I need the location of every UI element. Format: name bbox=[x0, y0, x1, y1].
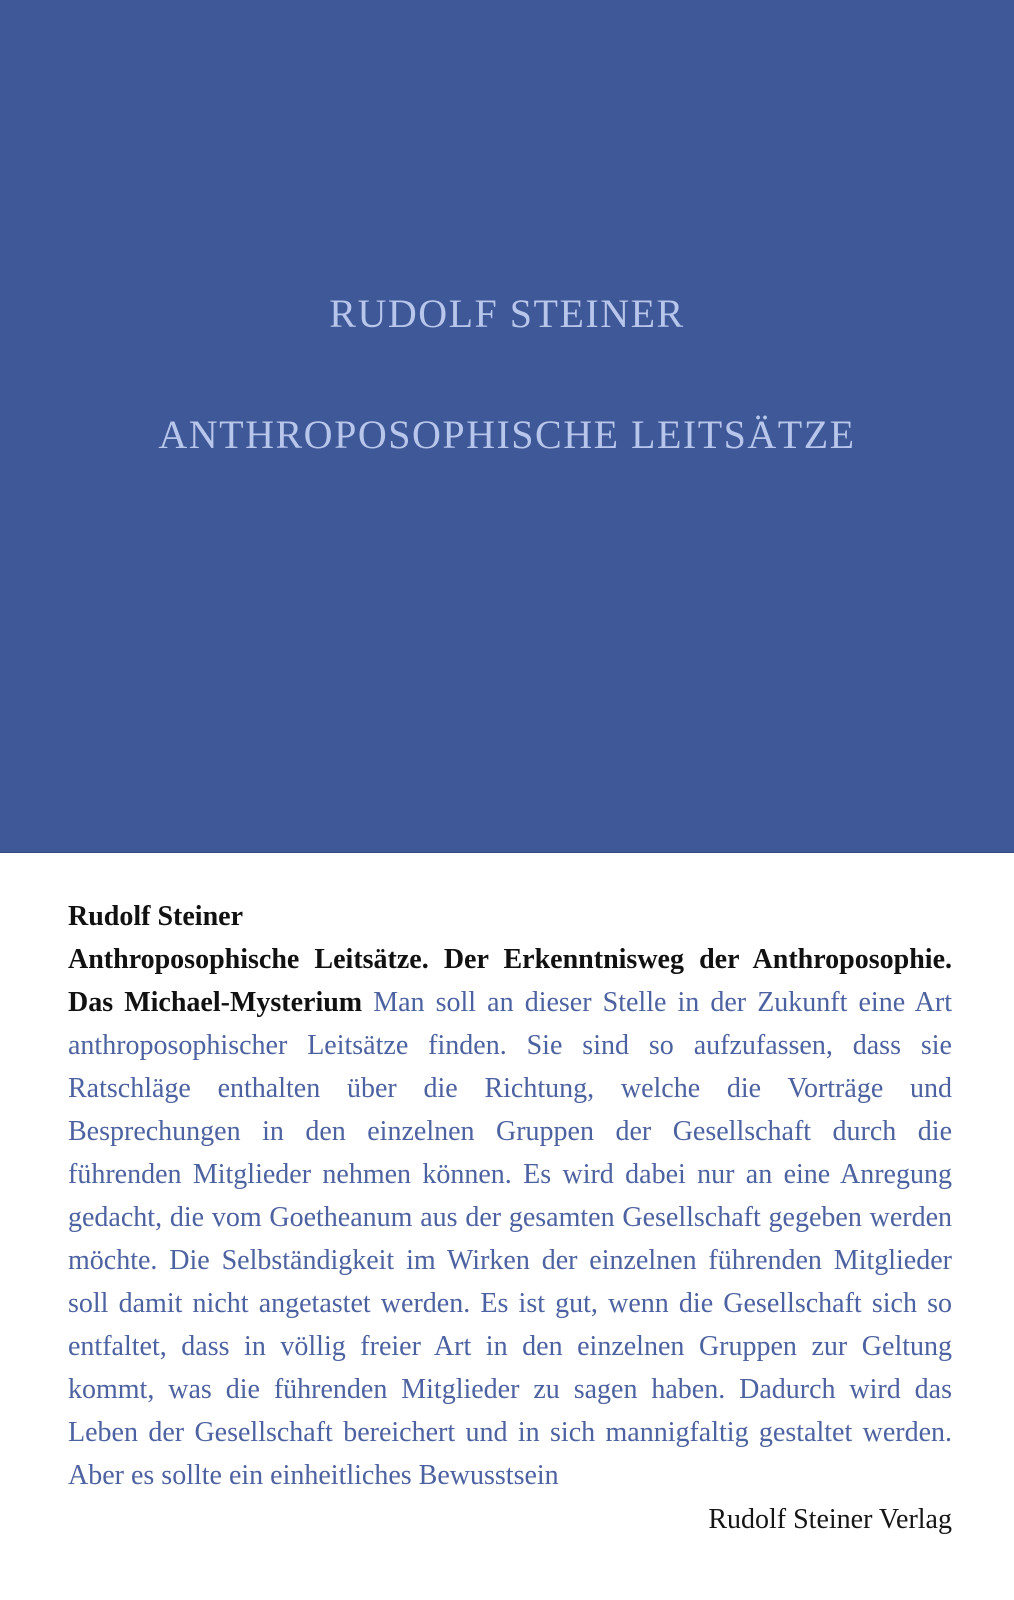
back-text-block bbox=[68, 895, 952, 1497]
book-description: Man soll an dieser Stelle in der Zukunft eine Art anthroposophischer Leitsätze finden. Sie sind so aufzufassen, dass sie Ratschläge enthalten über die Richtung, welche die Vorträge und Besprechungen in den einzelnen Gruppen der Gesellschaft durch die führenden Mitglieder nehmen können. Es wird dabei nur an eine Anregung gedacht, die vom Goetheanum aus der gesamten Gesellschaft gegeben werden möchte. Die Selbständigkeit im Wirken der einzelnen führenden Mitglieder soll damit nicht angetastet werden. Es ist gut, wenn die Gesellschaft sich so entfaltet, dass in völlig freier Art in den einzelnen Gruppen zur Geltung kommt, was die führenden Mitglieder zu sagen haben. Dadurch wird das Leben der Gesellschaft bereichert und in sich mannigfaltig gestaltet werden. Aber es sollte ein einheitliches Bewusstsein bbox=[68, 987, 952, 1491]
book-title: Anthroposophische Leitsätze. Der Erkenntnisweg der Anthroposophie. Das Michael-Mysterium bbox=[68, 944, 952, 1018]
cover-author: RUDOLF STEINER bbox=[329, 291, 685, 336]
author-name: Rudolf Steiner bbox=[68, 901, 243, 932]
cover-title: ANTHROPOSOPHISCHE LEITSÄTZE bbox=[158, 412, 856, 457]
publisher-name: Rudolf Steiner Verlag bbox=[708, 1504, 952, 1535]
